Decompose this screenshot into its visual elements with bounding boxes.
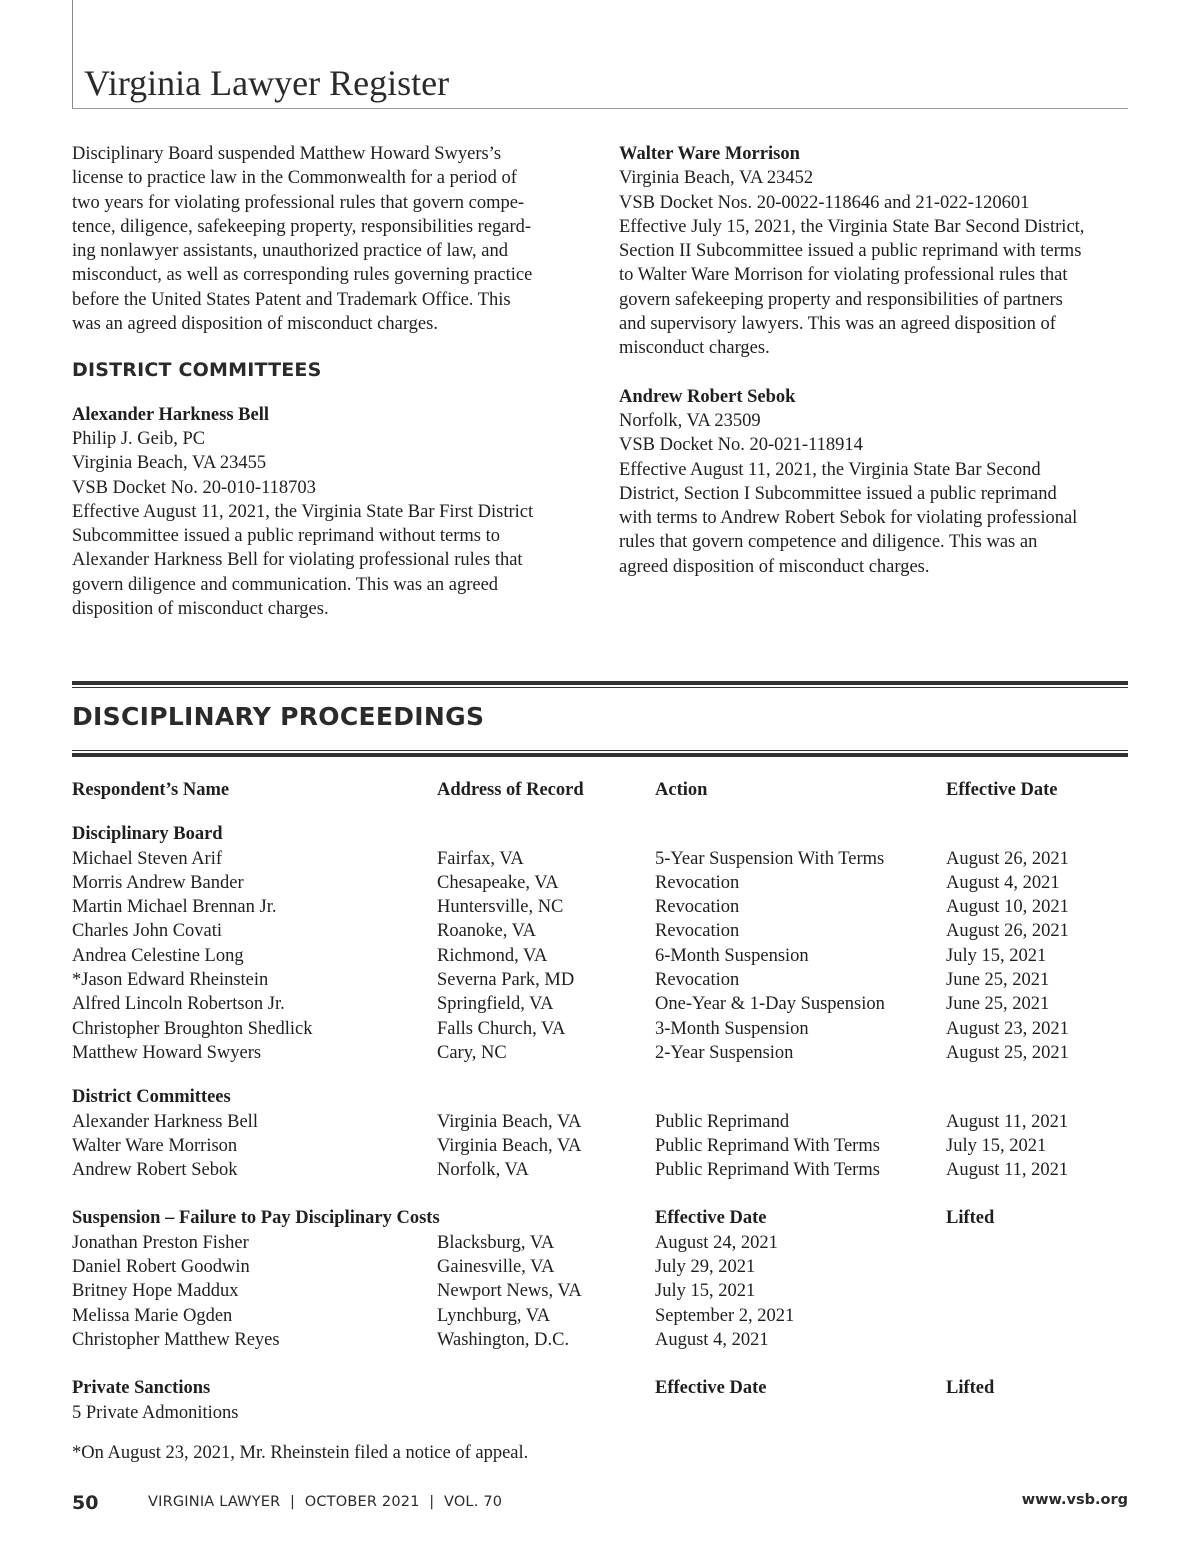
text-line: to Walter Ware Morrison for violating professional rules that: [619, 265, 1068, 286]
table-row: [72, 944, 1132, 968]
action-cell: 2-Year Suspension: [655, 1042, 794, 1063]
table-row: [72, 1304, 1132, 1328]
action-cell: Revocation: [655, 897, 740, 918]
section-rule-bottom-thin: [72, 750, 1128, 751]
text-line: two years for violating professional rules that govern compe-: [72, 192, 525, 213]
table-row: [72, 1158, 1132, 1182]
footnote: *On August 23, 2021, Mr. Rheinstein filed a notice of appeal.: [72, 1443, 529, 1463]
address-of-record-cell: Falls Church, VA: [437, 1018, 566, 1039]
respondent-name-cell: Martin Michael Brennan Jr.: [72, 897, 277, 918]
effective-date-cell: July 15, 2021: [946, 945, 1047, 966]
group-heading-failure-to-pay: [72, 1206, 1132, 1230]
effective-date-cell: August 26, 2021: [946, 848, 1069, 869]
action-cell: 3-Month Suspension: [655, 1018, 809, 1039]
district-committees-heading: DISTRICT COMMITTEES: [72, 359, 322, 382]
table-row: [72, 1231, 1132, 1255]
group-heading-private-sanctions: [72, 1376, 1132, 1400]
table-row: [72, 1041, 1132, 1065]
address-of-record-cell: Gainesville, VA: [437, 1257, 555, 1278]
address-of-record-cell: Richmond, VA: [437, 945, 548, 966]
address-of-record-cell: Virginia Beach, VA: [437, 1135, 582, 1156]
website-link[interactable]: www.vsb.org: [1021, 1492, 1128, 1508]
table-row: [72, 919, 1132, 943]
entry-name: Walter Ware Morrison: [619, 144, 800, 164]
failure-to-pay-rows: [72, 1231, 1132, 1352]
group-heading-district-committees: [72, 1085, 1132, 1109]
text-line: Effective July 15, 2021, the Virginia State Bar Second District,: [619, 216, 1085, 237]
table-row: [72, 1255, 1132, 1279]
entry-andrew-robert-sebok: [619, 385, 1131, 579]
action-cell: One-Year & 1-Day Suspension: [655, 994, 885, 1015]
private-sanctions-text: 5 Private Admonitions: [72, 1402, 239, 1423]
respondent-name-cell: Christopher Broughton Shedlick: [72, 1018, 313, 1039]
text-line: rules that govern competence and diligence. This was an: [619, 532, 1038, 553]
action-cell: July 29, 2021: [655, 1257, 756, 1278]
effective-date-cell: August 23, 2021: [946, 1018, 1069, 1039]
text-line: license to practice law in the Commonwealth for a period of: [72, 168, 517, 189]
text-line: VSB Docket Nos. 20-0022-118646 and 21-022-120601: [619, 192, 1030, 213]
respondent-name-cell: Andrew Robert Sebok: [72, 1160, 238, 1181]
intro-paragraph: [72, 142, 582, 336]
action-cell: August 24, 2021: [655, 1232, 778, 1253]
action-cell: September 2, 2021: [655, 1305, 795, 1326]
table-row: [72, 968, 1132, 992]
section-rule-bottom-thick: [72, 753, 1128, 757]
entry-name: Alexander Harkness Bell: [72, 404, 269, 425]
action-cell: Public Reprimand With Terms: [655, 1135, 880, 1156]
action-cell: 5-Year Suspension With Terms: [655, 848, 885, 869]
text-line: disposition of misconduct charges.: [72, 599, 329, 620]
respondent-name-cell: *Jason Edward Rheinstein: [72, 970, 269, 991]
effective-date-cell: August 25, 2021: [946, 1042, 1069, 1063]
text-line: Effective August 11, 2021, the Virginia State Bar Second: [619, 459, 1041, 480]
text-line: Disciplinary Board suspended Matthew Howard Swyers’s: [72, 144, 502, 164]
lifted-label: Lifted: [946, 1378, 995, 1399]
effective-date-cell: August 11, 2021: [946, 1111, 1069, 1132]
action-cell: Public Reprimand With Terms: [655, 1160, 880, 1181]
effective-date-label: Effective Date: [655, 1208, 767, 1229]
group-heading-text: Disciplinary Board: [72, 824, 223, 845]
text-line: govern safekeeping property and responsibilities of partners: [619, 289, 1063, 310]
respondent-name-cell: Morris Andrew Bander: [72, 872, 244, 893]
address-of-record-cell: Washington, D.C.: [437, 1329, 570, 1350]
column-header-effective-date: Effective Date: [946, 780, 1058, 800]
group-heading-text: District Committees: [72, 1087, 231, 1108]
effective-date-cell: June 25, 2021: [946, 970, 1050, 991]
effective-date-cell: August 11, 2021: [946, 1160, 1069, 1181]
spacer: [72, 1065, 1132, 1085]
action-cell: Revocation: [655, 872, 740, 893]
address-of-record-cell: Springfield, VA: [437, 994, 554, 1015]
table-row: [72, 1110, 1132, 1134]
address-of-record-cell: Severna Park, MD: [437, 970, 575, 991]
address-of-record-cell: Blacksburg, VA: [437, 1232, 555, 1253]
text-line: misconduct charges.: [619, 338, 770, 359]
address-of-record-cell: Newport News, VA: [437, 1281, 582, 1302]
respondent-name-cell: Alfred Lincoln Robertson Jr.: [72, 994, 285, 1015]
table-row: [72, 847, 1132, 871]
column-header-name: Respondent’s Name: [72, 780, 230, 800]
table-row: [72, 1328, 1132, 1352]
column-header-action: Action: [655, 780, 708, 800]
text-line: District, Section I Subcommittee issued a public reprimand: [619, 483, 1057, 504]
respondent-name-cell: Michael Steven Arif: [72, 848, 223, 869]
action-cell: July 15, 2021: [655, 1281, 756, 1302]
text-line: Alexander Harkness Bell for violating professional rules that: [72, 550, 523, 571]
text-line: and supervisory lawyers. This was an agreed disposition of: [619, 314, 1056, 335]
text-line: was an agreed disposition of misconduct charges.: [72, 314, 438, 335]
address-of-record-cell: Chesapeake, VA: [437, 872, 559, 893]
action-cell: August 4, 2021: [655, 1329, 769, 1350]
respondent-name-cell: Christopher Matthew Reyes: [72, 1329, 280, 1350]
section-rule-top-thick: [72, 681, 1128, 685]
effective-date-cell: August 4, 2021: [946, 872, 1060, 893]
respondent-name-cell: Britney Hope Maddux: [72, 1281, 239, 1302]
entry-walter-ware-morrison: [619, 142, 1131, 361]
address-of-record-cell: Fairfax, VA: [437, 848, 524, 869]
effective-date-cell: August 10, 2021: [946, 897, 1069, 918]
action-cell: Revocation: [655, 921, 740, 942]
respondent-name-cell: Matthew Howard Swyers: [72, 1042, 262, 1063]
table-row: [72, 1279, 1132, 1303]
effective-date-cell: August 26, 2021: [946, 921, 1069, 942]
text-line: Effective August 11, 2021, the Virginia State Bar First District: [72, 501, 534, 522]
group-heading-text: Suspension – Failure to Pay Disciplinary Costs: [72, 1208, 440, 1229]
text-line: before the United States Patent and Trademark Office. This: [72, 289, 511, 310]
group-heading-disciplinary-board: [72, 822, 1132, 846]
right-column: [619, 142, 1131, 579]
respondent-name-cell: Charles John Covati: [72, 921, 223, 942]
text-line: Virginia Beach, VA 23455: [72, 453, 267, 474]
spacer: [72, 802, 1132, 822]
text-line: misconduct, as well as corresponding rules governing practice: [72, 265, 533, 286]
page-number: 50: [72, 1492, 99, 1514]
respondent-name-cell: Jonathan Preston Fisher: [72, 1232, 249, 1253]
address-of-record-cell: Cary, NC: [437, 1042, 507, 1063]
effective-date-cell: June 25, 2021: [946, 994, 1050, 1015]
disciplinary-board-rows: [72, 847, 1132, 1066]
publication-info: VIRGINIA LAWYER | OCTOBER 2021 | VOL. 70: [148, 1494, 503, 1510]
text-line: with terms to Andrew Robert Sebok for violating professional: [619, 508, 1078, 529]
left-column: [72, 142, 582, 621]
respondent-name-cell: Walter Ware Morrison: [72, 1135, 238, 1156]
column-header-address: Address of Record: [437, 780, 584, 800]
address-of-record-cell: Virginia Beach, VA: [437, 1111, 582, 1132]
address-of-record-cell: Lynchburg, VA: [437, 1305, 551, 1326]
proceedings-table: [72, 778, 1132, 1425]
spacer: [72, 1182, 1132, 1206]
respondent-name-cell: Alexander Harkness Bell: [72, 1111, 258, 1132]
text-line: VSB Docket No. 20-010-118703: [72, 477, 316, 498]
action-cell: Revocation: [655, 970, 740, 991]
private-sanctions-row: [72, 1401, 1132, 1425]
group-heading-text: Private Sanctions: [72, 1378, 211, 1399]
text-line: tence, diligence, safekeeping property, responsibilities regard-: [72, 216, 532, 237]
district-committees-rows: [72, 1110, 1132, 1183]
address-of-record-cell: Norfolk, VA: [437, 1160, 529, 1181]
entry-name: Andrew Robert Sebok: [619, 386, 796, 407]
action-cell: 6-Month Suspension: [655, 945, 809, 966]
respondent-name-cell: Melissa Marie Ogden: [72, 1305, 233, 1326]
table-row: [72, 992, 1132, 1016]
section-rule-top-thin: [72, 687, 1128, 688]
effective-date-label: Effective Date: [655, 1378, 767, 1399]
table-header-row: [72, 778, 1132, 802]
table-row: [72, 871, 1132, 895]
page-header-title: Virginia Lawyer Register: [84, 63, 450, 103]
text-line: Norfolk, VA 23509: [619, 410, 761, 431]
page-footer: [72, 1492, 1128, 1518]
header-vertical-rule: [72, 0, 73, 108]
text-line: Section II Subcommittee issued a public reprimand with terms: [619, 241, 1082, 262]
respondent-name-cell: Daniel Robert Goodwin: [72, 1257, 250, 1278]
text-line: Philip J. Geib, PC: [72, 428, 206, 449]
text-line: Virginia Beach, VA 23452: [619, 168, 814, 189]
address-of-record-cell: Huntersville, NC: [437, 897, 564, 918]
text-line: ing nonlawyer assistants, unauthorized practice of law, and: [72, 241, 508, 262]
entry-alexander-harkness-bell: [72, 403, 582, 622]
spacer: [72, 1352, 1132, 1376]
table-row: [72, 1134, 1132, 1158]
table-row: [72, 895, 1132, 919]
text-line: VSB Docket No. 20-021-118914: [619, 435, 863, 456]
text-line: agreed disposition of misconduct charges.: [619, 556, 930, 577]
respondent-name-cell: Andrea Celestine Long: [72, 945, 244, 966]
lifted-label: Lifted: [946, 1208, 995, 1229]
effective-date-cell: July 15, 2021: [946, 1135, 1047, 1156]
address-of-record-cell: Roanoke, VA: [437, 921, 537, 942]
text-line: govern diligence and communication. This was an agreed: [72, 574, 499, 595]
table-row: [72, 1017, 1132, 1041]
header-rule: [72, 108, 1128, 109]
disciplinary-proceedings-title: DISCIPLINARY PROCEEDINGS: [72, 702, 485, 731]
action-cell: Public Reprimand: [655, 1111, 790, 1132]
text-line: Subcommittee issued a public reprimand without terms to: [72, 526, 500, 547]
